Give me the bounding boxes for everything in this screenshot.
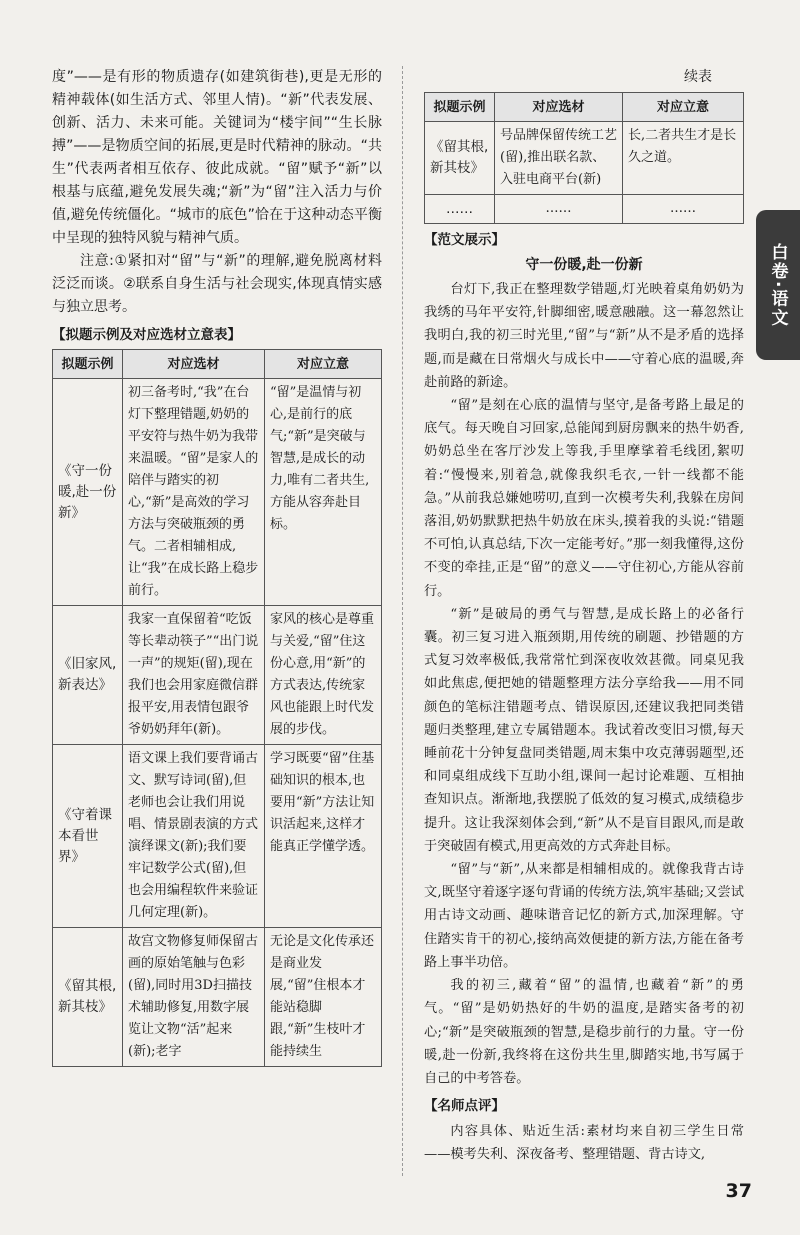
essay-paragraph: “留”与“新”,从来都是相辅相成的。就像我背古诗文,既坚守着逐字逐句背诵的传统方法,筑牢基础;又尝试用古诗文动画、趣味谐音记忆的新方式,加深理解。守住踏实肯干的初心,接纳高效便捷的新方法,方能在备考路上事半功倍。 bbox=[424, 862, 744, 970]
topic-intent: 长,二者共生才是长久之道。 bbox=[623, 122, 744, 195]
table-header-cell: 拟题示例 bbox=[53, 350, 123, 379]
comment-paragraph: 内容具体、贴近生活:素材均来自初三学生日常——模考失利、深夜备考、整理错题、背古诗文, bbox=[424, 1124, 744, 1163]
table-row bbox=[425, 195, 744, 224]
essay-paragraph: “留”是刻在心底的温情与坚守,是备考路上最足的底气。每天晚自习回家,总能闻到厨房飘来的热牛奶香,奶奶总坐在客厅沙发上等我,手里摩挲着毛线团,絮叨着:“慢慢来,别着急,就像我织毛衣,一针一线都不能急。”从前我总嫌她唠叨,直到一次模考失利,我躲在房间落泪,奶奶默默把热牛奶放在床头,摸着我的头说:“错题不可怕,认真总结,下次一定能考好。”那一刻我懂得,这份不变的牵挂,正是“留”的意义——守住初心,方能从容前行。 bbox=[424, 398, 744, 599]
topic-title: 《守一份暖,赴一份新》 bbox=[53, 379, 123, 606]
table-row bbox=[53, 606, 382, 745]
note-paragraph: 注意:①紧扣对“留”与“新”的理解,避免脱离材料泛泛而谈。②联系自身生活与社会现实,体现真情实感与独立思考。 bbox=[52, 253, 382, 315]
table-header-cell: 对应选材 bbox=[495, 93, 623, 122]
page-number: 37 bbox=[725, 1180, 752, 1202]
left-column bbox=[52, 66, 382, 1067]
topic-title: …… bbox=[425, 195, 495, 224]
section-title-table: 【拟题示例及对应选材立意表】 bbox=[52, 327, 241, 343]
table-header-cell: 对应立意 bbox=[265, 350, 382, 379]
essay-body bbox=[424, 278, 744, 1090]
topic-material: 初三备考时,“我”在台灯下整理错题,奶奶的平安符与热牛奶为我带来温暖。“留”是家人的陪伴与踏实的初心,“新”是高效的学习方法与突破瓶颈的勇气。二者相辅相成,让“我”在成长路上稳步前行。 bbox=[123, 379, 265, 606]
topic-title: 《留其根,新其枝》 bbox=[425, 122, 495, 195]
table-header-row bbox=[53, 350, 382, 379]
topic-intent: 无论是文化传承还是商业发展,“留”住根本才能站稳脚跟,“新”生枝叶才能持续生 bbox=[265, 928, 382, 1067]
table-header-cell: 对应立意 bbox=[623, 93, 744, 122]
topic-material: …… bbox=[495, 195, 623, 224]
topic-intent: 家风的核心是尊重与关爱,“留”住这份心意,用“新”的方式表达,传统家风也能跟上时代发展的步伐。 bbox=[265, 606, 382, 745]
topic-table-continued bbox=[424, 92, 744, 224]
table-header-cell: 对应选材 bbox=[123, 350, 265, 379]
section-title-essay: 【范文展示】 bbox=[424, 232, 505, 248]
table-row bbox=[53, 745, 382, 928]
section-title-comment: 【名师点评】 bbox=[424, 1098, 505, 1115]
topic-material: 故宫文物修复师保留古画的原始笔触与色彩(留),同时用3D扫描技术辅助修复,用数字展览让文物“活”起来(新);老字 bbox=[123, 928, 265, 1067]
column-divider bbox=[402, 66, 403, 1176]
essay-title: 守一份暖,赴一份新 bbox=[525, 257, 643, 273]
topic-intent: 学习既要“留”住基础知识的根本,也要用“新”方法让知识活起来,这样才能真正学懂学透。 bbox=[265, 745, 382, 928]
essay-paragraph: “新”是破局的勇气与智慧,是成长路上的必备行囊。初三复习进入瓶颈期,用传统的刷题、抄错题的方式复习效率极低,我常常忙到深夜收效甚微。同桌见我如此焦虑,便把她的错题整理方法分享给我——用不同颜色的笔标注错题考点、错误原因,还建议我把同类错题归类整理,建立专属错题本。我试着改变旧习惯,每天睡前花十分钟复盘同类错题,周末集中攻克薄弱题型,还和同桌组成线下互助小组,课间一起讨论难题、互相抽查知识点。渐渐地,我摆脱了低效的复习模式,成绩稳步提升。这让我深刻体会到,“新”从不是盲目跟风,而是敢于突破固有模式,用更高效的方式奔赴目标。 bbox=[424, 606, 744, 854]
side-tab bbox=[756, 210, 800, 360]
topic-title: 《旧家风,新表达》 bbox=[53, 606, 123, 745]
table-row bbox=[53, 928, 382, 1067]
topic-title: 《留其根,新其枝》 bbox=[53, 928, 123, 1067]
right-column bbox=[424, 66, 744, 1167]
table-header-row bbox=[425, 93, 744, 122]
essay-paragraph: 我的初三,藏着“留”的温情,也藏着“新”的勇气。“留”是奶奶热好的牛奶的温度,是踏实备考的初心;“新”是突破瓶颈的智慧,是稳步前行的力量。守一份暖,赴一份新,我终将在这份共生里,脚踏实地,书写属于自己的中考答卷。 bbox=[424, 978, 744, 1086]
intro-paragraph: 度”——是有形的物质遗存(如建筑街巷),更是无形的精神载体(如生活方式、邻里人情)。“新”代表发展、创新、活力、未来可能。关键词为“楼宇间”“生长脉搏”——是物质空间的拓展,更是时代精神的脉动。“共生”代表两者相互依存、彼此成就。“留”赋予“新”以根基与底蕴,避免发展失魂;“新”为“留”注入活力与价值,避免传统僵化。“城市的底色”恰在于这种动态平衡中呈现的独特风貌与精神气质。 bbox=[52, 69, 382, 246]
continued-label: 续表 bbox=[684, 69, 712, 85]
topic-title: 《守着课本看世界》 bbox=[53, 745, 123, 928]
table-row bbox=[53, 379, 382, 606]
topic-intent: “留”是温情与初心,是前行的底气;“新”是突破与智慧,是成长的动力,唯有二者共生,方能从容奔赴目标。 bbox=[265, 379, 382, 606]
table-header-cell: 拟题示例 bbox=[425, 93, 495, 122]
topic-material: 我家一直保留着“吃饭等长辈动筷子”“出门说一声”的规矩(留),现在我们也会用家庭微信群报平安,用表情包跟爷爷奶奶拜年(新)。 bbox=[123, 606, 265, 745]
essay-paragraph: 台灯下,我正在整理数学错题,灯光映着桌角奶奶为我绣的马年平安符,针脚细密,暖意融融。这一幕忽然让我明白,我的初三时光里,“留”与“新”从不是矛盾的选择题,而是藏在日常烟火与成长中——守着心底的温暖,奔赴前路的新途。 bbox=[424, 282, 744, 390]
topic-material: 号品牌保留传统工艺(留),推出联名款、入驻电商平台(新) bbox=[495, 122, 623, 195]
comment-body bbox=[424, 1120, 744, 1166]
topic-material: 语文课上我们要背诵古文、默写诗词(留),但老师也会让我们用说唱、情景剧表演的方式演绎课文(新);我们要牢记数学公式(留),但也会用编程软件来验证几何定理(新)。 bbox=[123, 745, 265, 928]
table-row bbox=[425, 122, 744, 195]
topic-intent: …… bbox=[623, 195, 744, 224]
side-tab-label: 白卷·语文 bbox=[767, 242, 788, 328]
topic-table bbox=[52, 349, 382, 1067]
